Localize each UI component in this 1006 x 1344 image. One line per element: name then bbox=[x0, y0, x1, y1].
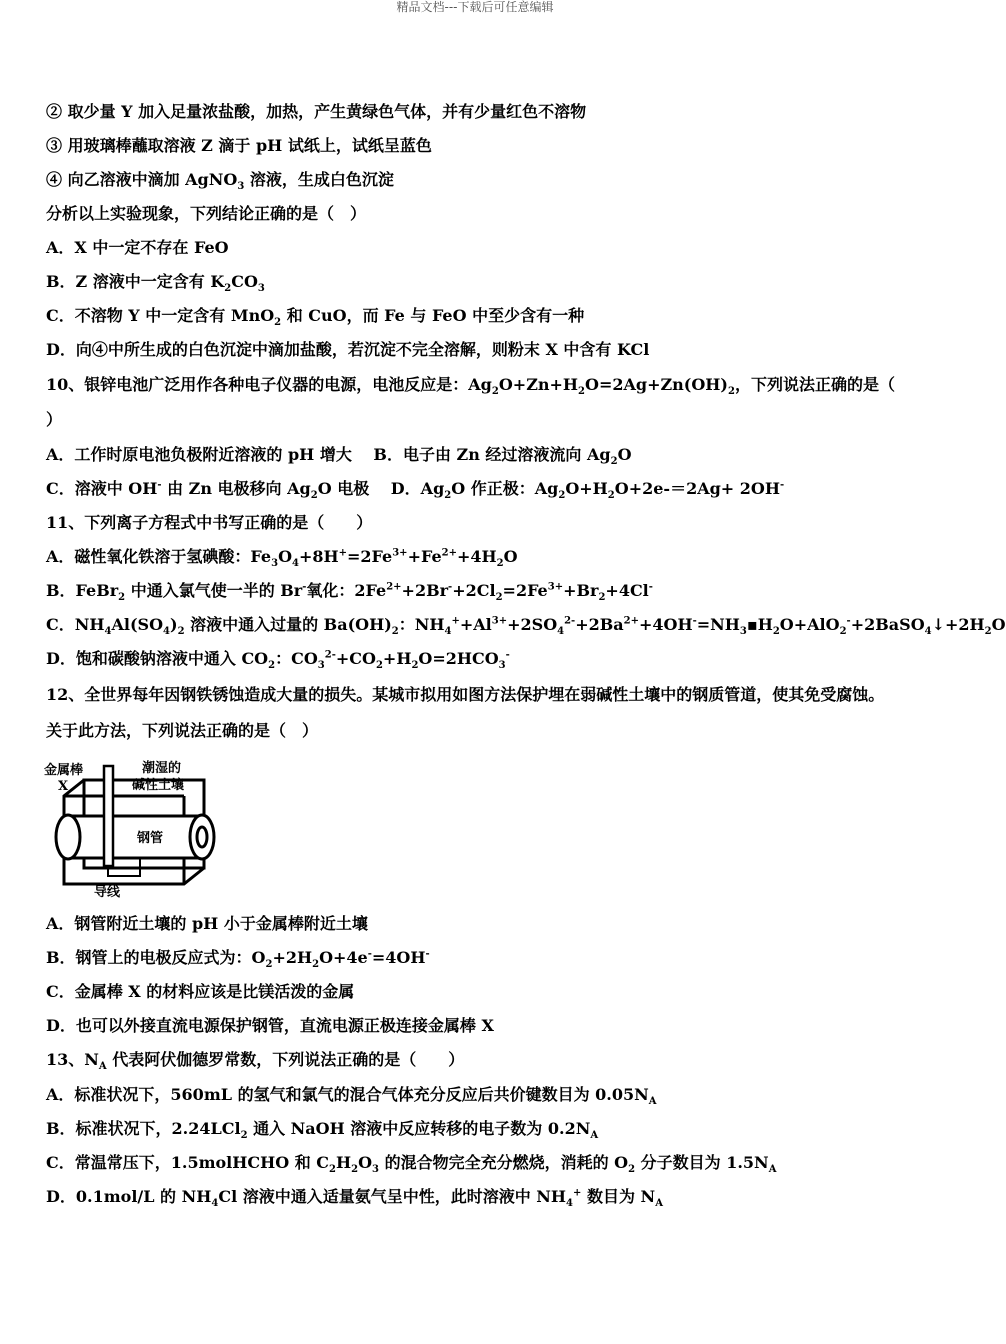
question-line: D．向④中所生成的白色沉淀中滴加盐酸，若沉淀不完全溶解，则粉末 X 中含有 KCl bbox=[46, 340, 650, 359]
label-soil-1: 潮湿的 bbox=[142, 761, 182, 776]
question-line: 10、银锌电池广泛用作各种电子仪器的电源，电池反应是：$Ag_2O+Zn+H_2O=2Ag+Zn(OH)_2$，下列说法正确的是（ bbox=[46, 375, 895, 398]
question-line: ） bbox=[46, 410, 63, 429]
question-line: 11、下列离子方程式中书写正确的是（ ） bbox=[46, 513, 373, 532]
question-line: A．标准状况下，560mL 的氢气和氯气的混合气体充分反应后共价键数目为 $0.05N_A$ bbox=[46, 1085, 657, 1108]
question-line: C．溶液中 OH- 由 Zn 电极移向 $Ag_2O$ 电极 D．$Ag_2O$ 作正极：$Ag_2O+H_2O+2e-=2Ag+ 2OH^-$ bbox=[46, 479, 785, 502]
question-line: ④ 向乙溶液中滴加 AgNO$_3$ 溶液，生成白色沉淀 bbox=[46, 170, 394, 193]
question-line: ③ 用玻璃棒蘸取溶液 Z 滴于 pH 试纸上，试纸呈蓝色 bbox=[46, 136, 432, 155]
label-soil-2: 碱性土壤 bbox=[132, 778, 185, 793]
question-line: B．标准状况下，2.24LCl$_2$ 通入 NaOH 溶液中反应转移的电子数为 $0.2N_A$ bbox=[46, 1119, 599, 1142]
steel-pipe bbox=[56, 815, 214, 859]
question-line: B．Z 溶液中一定含有 $K_2CO_3$ bbox=[46, 272, 265, 295]
question-line: A．磁性氧化铁溶于氢碘酸：$Fe_3O_4+8H^+=2Fe^{3+}+Fe^{2+}+4H_2O$ bbox=[46, 547, 518, 570]
question-line: C．$NH_4Al(SO_4)_2$ 溶液中通入过量的 $Ba(OH)_2$：$NH_4^++Al^{3+}+2SO_4^{2-}+2Ba^{2+}+4OH^-=NH_3▪H_2O+AlO_2^-+2BaSO_4↓+2H_2O$ bbox=[46, 615, 1006, 638]
question-line: ② 取少量 Y 加入足量浓盐酸，加热，产生黄绿色气体，并有少量红色不溶物 bbox=[46, 102, 587, 121]
question-line: 13、$N_A$ 代表阿伏伽德罗常数，下列说法正确的是（ ） bbox=[46, 1050, 465, 1073]
label-wire: 导线 bbox=[94, 885, 121, 900]
question-line: C．金属棒 X 的材料应该是比镁活泼的金属 bbox=[46, 982, 355, 1001]
question-line: 关于此方法，下列说法正确的是（ ） bbox=[46, 721, 319, 740]
label-x: X bbox=[58, 779, 69, 794]
question-line: A．X 中一定不存在 FeO bbox=[46, 238, 229, 257]
metal-rod-x bbox=[104, 766, 113, 866]
question-line: D．饱和碳酸钠溶液中通入 $CO_2$：$CO_3^{2-}+CO_2+H_2O=2HCO_3^-$ bbox=[46, 649, 510, 672]
question-line: B．钢管上的电极反应式为：$O_2+2H_2O+4e^-=4OH^-$ bbox=[46, 948, 430, 971]
question-line: B．FeBr$_2$ 中通入氯气使一半的 Br-氧化：$2Fe^{2+}+2Br^-+2Cl_2=2Fe^{3+}+Br_2+4Cl^-$ bbox=[46, 581, 653, 604]
label-rod: 金属棒 bbox=[44, 763, 84, 778]
corrosion-protection-diagram bbox=[44, 758, 220, 898]
question-line: C．不溶物 Y 中一定含有 MnO$_2$ 和 CuO，而 Fe 与 FeO 中至少含有一种 bbox=[46, 306, 585, 329]
question-line: 12、全世界每年因钢铁锈蚀造成大量的损失。某城市拟用如图方法保护埋在弱碱性土壤中的钢质管道，使其免受腐蚀。 bbox=[46, 685, 885, 704]
label-pipe: 钢管 bbox=[137, 831, 164, 846]
question-line: A．钢管附近土壤的 pH 小于金属棒附近土壤 bbox=[46, 914, 368, 933]
question-line: D．0.1mol/L 的 $NH_4Cl$ 溶液中通入适量氨气呈中性，此时溶液中 $NH_4^+$ 数目为 $N_A$ bbox=[46, 1187, 663, 1210]
question-line: C．常温常压下，1.5molHCHO 和 $C_2H_2O_3$ 的混合物完全充分燃烧，消耗的 $O_2$ 分子数目为 $1.5N_A$ bbox=[46, 1153, 777, 1176]
question-line: D．也可以外接直流电源保护钢管，直流电源正极连接金属棒 X bbox=[46, 1016, 494, 1035]
question-line: 分析以上实验现象，下列结论正确的是（ ） bbox=[46, 204, 367, 223]
question-line: A．工作时原电池负极附近溶液的 pH 增大 B．电子由 Zn 经过溶液流向 $Ag_2O$ bbox=[46, 445, 632, 468]
page-header: 精品文档---下载后可任意编辑 bbox=[396, 0, 554, 14]
